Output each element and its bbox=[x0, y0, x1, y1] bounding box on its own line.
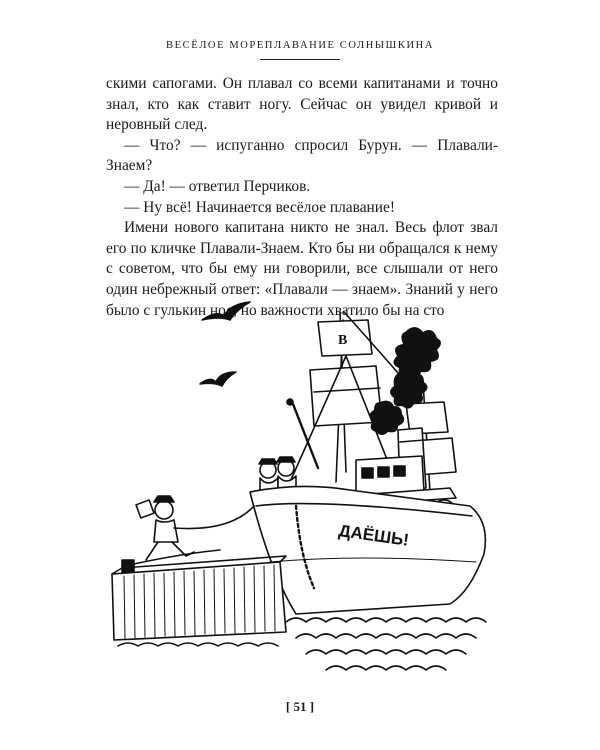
pier-drawing bbox=[112, 550, 286, 640]
ship-name-label: ДАЁШЬ! bbox=[337, 521, 411, 550]
paragraph-continued: скими сапогами. Он плавал со всеми капитанами и точно знал, кто как ставит ногу. Сейчас он увидел кривой и неровный след. bbox=[106, 75, 498, 134]
seagull-drawing bbox=[200, 302, 250, 386]
dialogue-line: — Да! — ответил Перчиков. bbox=[124, 177, 311, 195]
boy-drawing bbox=[136, 496, 254, 560]
page-number: [ 51 ] bbox=[285, 699, 315, 714]
dialogue-line: — Что? — испуганно спросил Бурун. — Плавали-Знаем? bbox=[106, 136, 498, 175]
mast-letter: В bbox=[338, 333, 348, 348]
paragraph: Имени нового капитана никто не знал. Весь флот звал его по кличке Плавали-Знаем. Кто бы ни обращался к нему с советом, что бы ему ни говорили, все слышали от него один небрежный ответ: «Плавали — знаем». Знаний у него было с гулькин нос, но важности хватило бы на сто bbox=[106, 219, 498, 319]
running-head: ВЕСЁЛОЕ МОРЕПЛАВАНИЕ СОЛНЫШКИНА bbox=[165, 40, 435, 51]
running-head-rule bbox=[260, 59, 340, 60]
ship-illustration bbox=[100, 292, 505, 692]
dialogue-line: — Ну всё! Начинается весёлое плавание! bbox=[124, 198, 395, 216]
ship-hull-drawing bbox=[250, 486, 485, 614]
body-text bbox=[106, 74, 498, 321]
